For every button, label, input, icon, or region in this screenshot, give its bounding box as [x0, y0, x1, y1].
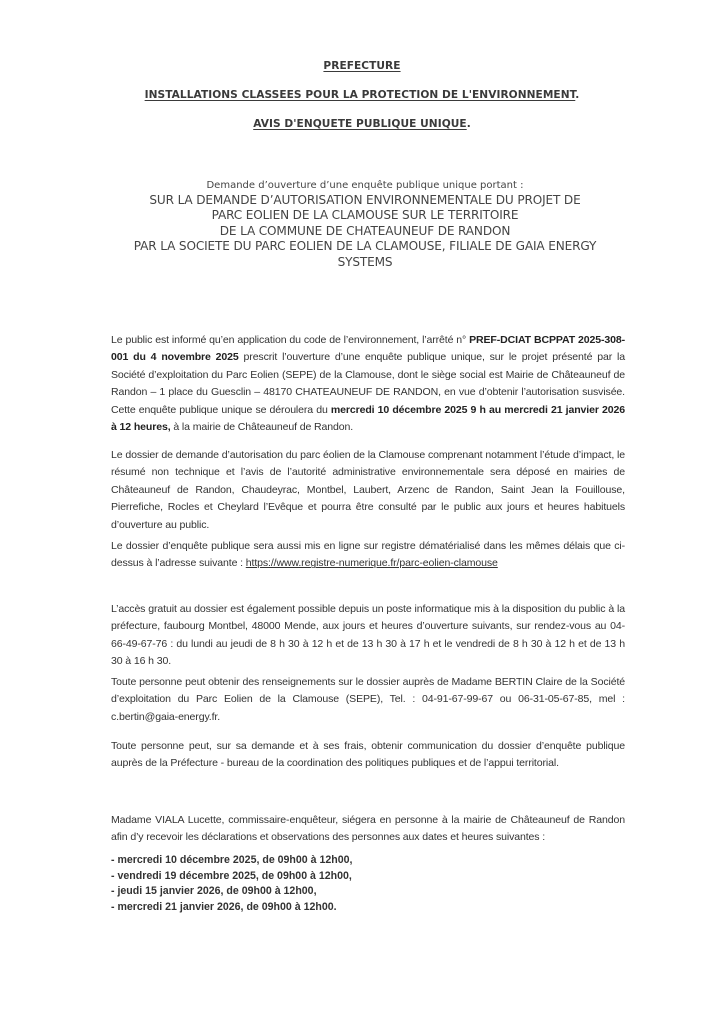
subject-line: SYSTEMS: [337, 254, 393, 269]
paragraph-commissaire: Madame VIALA Lucette, commissaire-enquêteur, siégera en personne à la mairie de Châteauneuf de Randon afin d’y recevoir les déclarations et observations des personnes aux dates et heures suivantes :: [111, 814, 625, 844]
paragraph-dossier: Le dossier de demande d’autorisation du parc éolien de la Clamouse comprenant notamment l’étude d’impact, le résumé non technique et l’avis de l’autorité administrative environnementale sera déposé en mairies de Châteauneuf de Randon, Chaudeyrac, Montbel, Laubert, Arzenc de Randon, Saint Jean la Fouillouse, Pierrefiche, Rocles et Cheylard l’Evêque et pourra être consulté par le public aux jours et heures habituels d’ouverture au public.: [111, 449, 625, 531]
paragraph-online: [111, 538, 625, 573]
date-item: - mercredi 21 janvier 2026, de 09h00 à 12h00.: [111, 900, 337, 913]
subject-line: DE LA COMMUNE DE CHATEAUNEUF DE RANDON: [219, 223, 511, 238]
header-installations: [0, 89, 724, 101]
paragraph-text: Le public est informé qu’en application du code de l’environnement, l’arrêté n°: [111, 334, 470, 346]
header-prefecture: [0, 60, 724, 72]
subject-block: [95, 193, 635, 270]
intro-line: Demande d’ouverture d’une enquête publique unique portant :: [206, 180, 524, 191]
paragraph-arrete: [111, 332, 625, 436]
header-avis: [0, 118, 724, 130]
paragraph-communication: Toute personne peut, sur sa demande et à ses frais, obtenir communication du dossier d’enquête publique auprès de la Préfecture - bureau de la coordination des politiques publiques et de l’appui territorial.: [111, 740, 625, 770]
subject-line: PARC EOLIEN DE LA CLAMOUSE SUR LE TERRITOIRE: [211, 208, 519, 223]
date-item: - jeudi 15 janvier 2026, de 09h00 à 12h00,: [111, 885, 317, 898]
registre-link[interactable]: https://www.registre-numerique.fr/parc-eolien-clamouse: [245, 557, 498, 570]
dates-list: [111, 853, 511, 915]
paragraph-text: prescrit l’ouverture d’une enquête publique unique, sur le projet présenté par la Société d’exploitation du Parc Eolien (SEPE) de la Clamouse, dont le siège social est Mairie de Châteauneuf de Randon – 1 place du Guesclin – 48170 CHATEAUNEUF DE RANDON, en vue d’obtenir l’autorisation susvisée. Cette enquête publique unique se déroulera du: [111, 351, 625, 416]
header-avis-period: .: [466, 118, 471, 130]
arrete-reference: PREF-DCIAT BCPPAT 2025-308-001 du 4 novembre 2025: [111, 334, 625, 364]
paragraph-text: à la mairie de Châteauneuf de Randon.: [170, 421, 354, 434]
paragraph-access: L’accès gratuit au dossier est également possible depuis un poste informatique mis à la disposition du public à la préfecture, faubourg Montbel, 48000 Mende, aux jours et heures d’ouverture suivants, sur rendez-vous au 04-66-49-67-76 : du lundi au jeudi de 8 h 30 à 12 h et de 13 h 30 à 17 h et le vendredi de 8 h 30 à 12 h et de 13 h 30 à 16 h 30.: [111, 603, 625, 668]
subject-line: SUR LA DEMANDE D’AUTORISATION ENVIRONNEMENTALE DU PROJET DE: [149, 193, 581, 207]
subject-line: PAR LA SOCIETE DU PARC EOLIEN DE LA CLAMOUSE, FILIALE DE GAIA ENERGY: [133, 239, 597, 254]
header-avis-text: AVIS D'ENQUETE PUBLIQUE UNIQUE: [253, 118, 467, 130]
date-item: - mercredi 10 décembre 2025, de 09h00 à 12h00,: [111, 854, 353, 866]
header-prefecture-text: PREFECTURE: [323, 60, 401, 72]
date-item: - vendredi 19 décembre 2025, de 09h00 à 12h00,: [111, 869, 352, 882]
paragraph-text: Le dossier d’enquête publique sera aussi mis en ligne sur registre dématérialisé dans les mêmes délais que ci-dessus à l’adresse suivante :: [111, 540, 625, 570]
header-installations-period: .: [575, 89, 580, 101]
header-installations-text: INSTALLATIONS CLASSEES POUR LA PROTECTION DE L'ENVIRONNEMENT: [144, 89, 576, 101]
enquete-period: mercredi 10 décembre 2025 9 h au mercredi 21 janvier 2026 à 12 heures,: [111, 403, 625, 434]
paragraph-contact: Toute personne peut obtenir des renseignements sur le dossier auprès de Madame BERTIN Claire de la Société d’exploitation du Parc Eolien de la Clamouse (SEPE), Tel. : 04-91-67-99-67 ou 06-31-05-67-85, mel : c.bertin@gaia-energy.fr.: [111, 676, 625, 723]
